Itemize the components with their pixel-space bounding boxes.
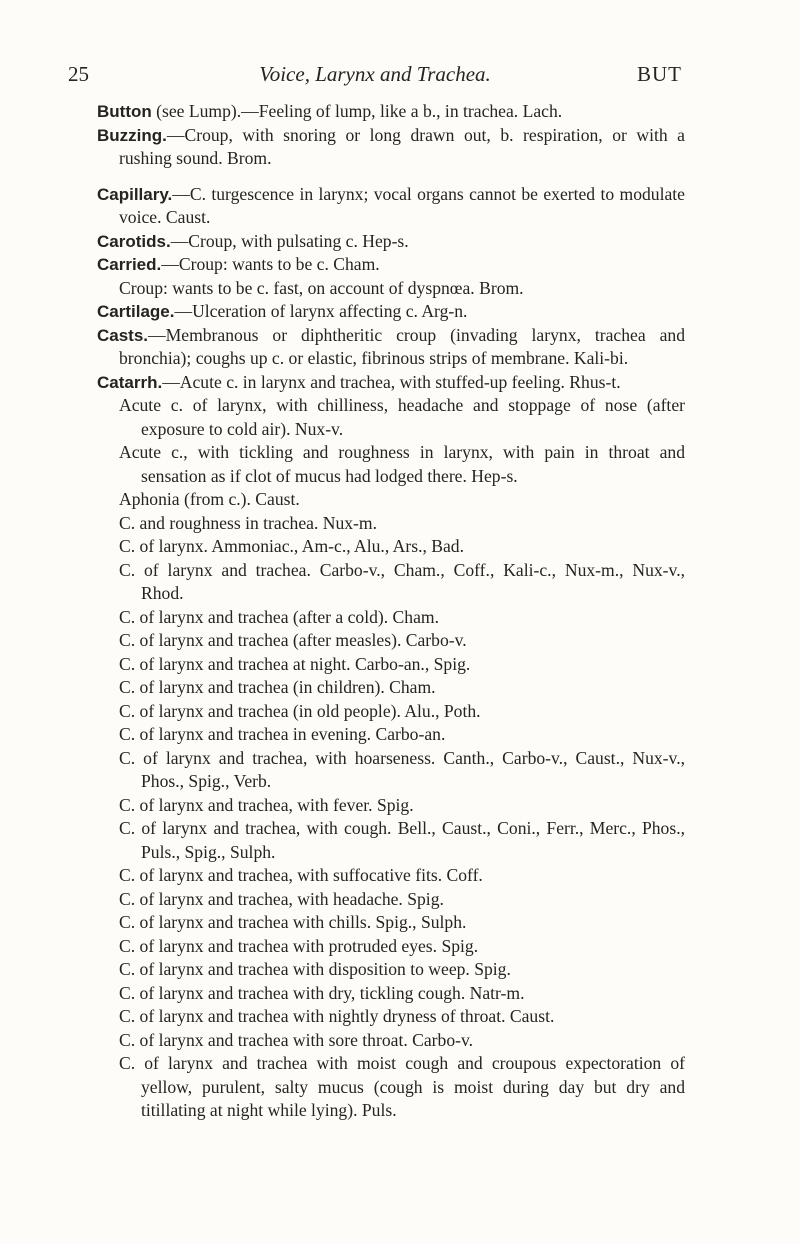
entry-text: —Croup, with pulsating c. Hep-s. [170,230,409,251]
sub-entry [97,535,685,559]
entry-text: C. of larynx and trachea with nightly dryness of throat. Caust. [119,1006,555,1026]
sub-entry [97,629,685,653]
entry-text: C. of larynx and trachea with moist cough and croupous expectoration of yellow, purulent, salty mucus (cough is moist during day but dry and titillating at night while lying). Puls. [119,1053,685,1120]
sub-entry [97,723,685,747]
entry-text: C. of larynx and trachea with chills. Spig., Sulph. [119,912,467,932]
entry-text: C. of larynx. Ammoniac., Am-c., Alu., Ars., Bad. [119,536,465,556]
sub-entry [97,606,685,630]
entry-text: C. of larynx and trachea (after a cold). Cham. [119,606,439,627]
entry-text: C. of larynx and trachea, with fever. Spig. [119,794,414,815]
main-entry [97,100,685,124]
entry-text: C. of larynx and trachea (after measles). Carbo-v. [119,630,467,650]
sub-entry [97,1029,685,1053]
entry-headword: Buzzing. [97,125,167,145]
sub-entry [97,888,685,912]
main-entry [97,324,685,371]
main-entry [97,230,685,254]
sub-entry [97,747,685,794]
entry-list [97,100,685,1123]
entry-text: C. of larynx and trachea (in children). Cham. [119,677,436,697]
sub-entry [97,817,685,864]
entry-headword: Button [97,102,152,121]
main-entry [97,124,685,171]
sub-entry [97,1005,685,1029]
sub-entry [97,676,685,700]
main-entry [97,371,685,395]
sub-entry [97,864,685,888]
main-entry [97,253,685,277]
sub-entry [97,441,685,488]
entry-text: C. of larynx and trachea with protruded eyes. Spig. [119,935,479,956]
entry-headword: Catarrh. [97,372,163,392]
entry-text: —Croup, with snoring or long drawn out, b. respiration, or with a rushing sound. Brom. [119,124,685,168]
entry-text: C. of larynx and trachea (in old people). Alu., Poth. [119,700,481,721]
catchword: BUT [637,62,682,86]
entry-text: —C. turgescence in larynx; vocal organs cannot be exerted to modulate voice. Caust. [119,183,685,227]
sub-entry [97,488,685,512]
entry-text: —Croup: wants to be c. Cham. [161,254,380,274]
entry-headword: Carried. [97,255,162,274]
sub-entry [97,911,685,935]
running-title: Voice, Larynx and Trachea. [259,62,491,86]
entry-text: Acute c. of larynx, with chilliness, headache and stoppage of nose (after exposure to cold air). Nux-v. [119,395,685,439]
entry-text: —Acute c. in larynx and trachea, with stuffed-up feeling. Rhus-t. [162,371,621,392]
main-entry [97,183,685,230]
entry-text: C. of larynx and trachea. Carbo-v., Cham., Coff., Kali-c., Nux-m., Nux-v., Rhod. [119,559,685,603]
page-number: 25 [68,62,89,86]
sub-entry [97,1052,685,1123]
entry-headword: Carotids. [97,231,171,251]
entry-headword: Casts. [97,325,149,345]
entry-headword: Cartilage. [97,302,175,321]
entry-text: —Membranous or diphtheritic croup (invading larynx, trachea and bronchia); coughs up c. or elastic, fibrinous strips of membrane. Kali-bi. [119,324,685,368]
entry-text: C. of larynx and trachea, with cough. Bell., Caust., Coni., Ferr., Merc., Phos., Puls., Spig., Sulph. [119,818,685,862]
entry-text: C. of larynx and trachea with sore throat. Carbo-v. [119,1029,474,1050]
sub-entry [97,700,685,724]
sub-entry [97,653,685,677]
sub-entry [97,512,685,536]
entry-text: C. of larynx and trachea with disposition to weep. Spig. [119,959,511,979]
sub-entry [97,935,685,959]
entry-text: C. of larynx and trachea at night. Carbo-an., Spig. [119,653,471,674]
entry-text: C. of larynx and trachea, with headache. Spig. [119,888,444,909]
entry-text: (see Lump).—Feeling of lump, like a b., in trachea. Lach. [151,101,563,121]
entry-text: C. of larynx and trachea with dry, tickling cough. Natr-m. [119,982,525,1003]
entry-text: Croup: wants to be c. fast, on account of dyspnœa. Brom. [119,277,524,298]
sub-entry [97,958,685,982]
entry-text: C. of larynx and trachea, with suffocative fits. Coff. [119,865,483,885]
entry-headword: Capillary. [97,184,173,204]
entry-text: C. and roughness in trachea. Nux-m. [119,512,377,533]
sub-entry [97,277,685,301]
entry-text: C. of larynx and trachea, with hoarseness. Canth., Carbo-v., Caust., Nux-v., Phos., Spig., Verb. [119,747,685,791]
main-entry [97,300,685,324]
entry-text: C. of larynx and trachea in evening. Carbo-an. [119,724,446,744]
sub-entry [97,394,685,441]
sub-entry [97,982,685,1006]
entry-text: Aphonia (from c.). Caust. [119,489,300,509]
sub-entry [97,559,685,606]
sub-entry [97,794,685,818]
entry-text: Acute c., with tickling and roughness in larynx, with pain in throat and sensation as if clot of mucus had lodged there. Hep-s. [119,442,685,486]
entry-text: —Ulceration of larynx affecting c. Arg-n. [174,301,468,321]
